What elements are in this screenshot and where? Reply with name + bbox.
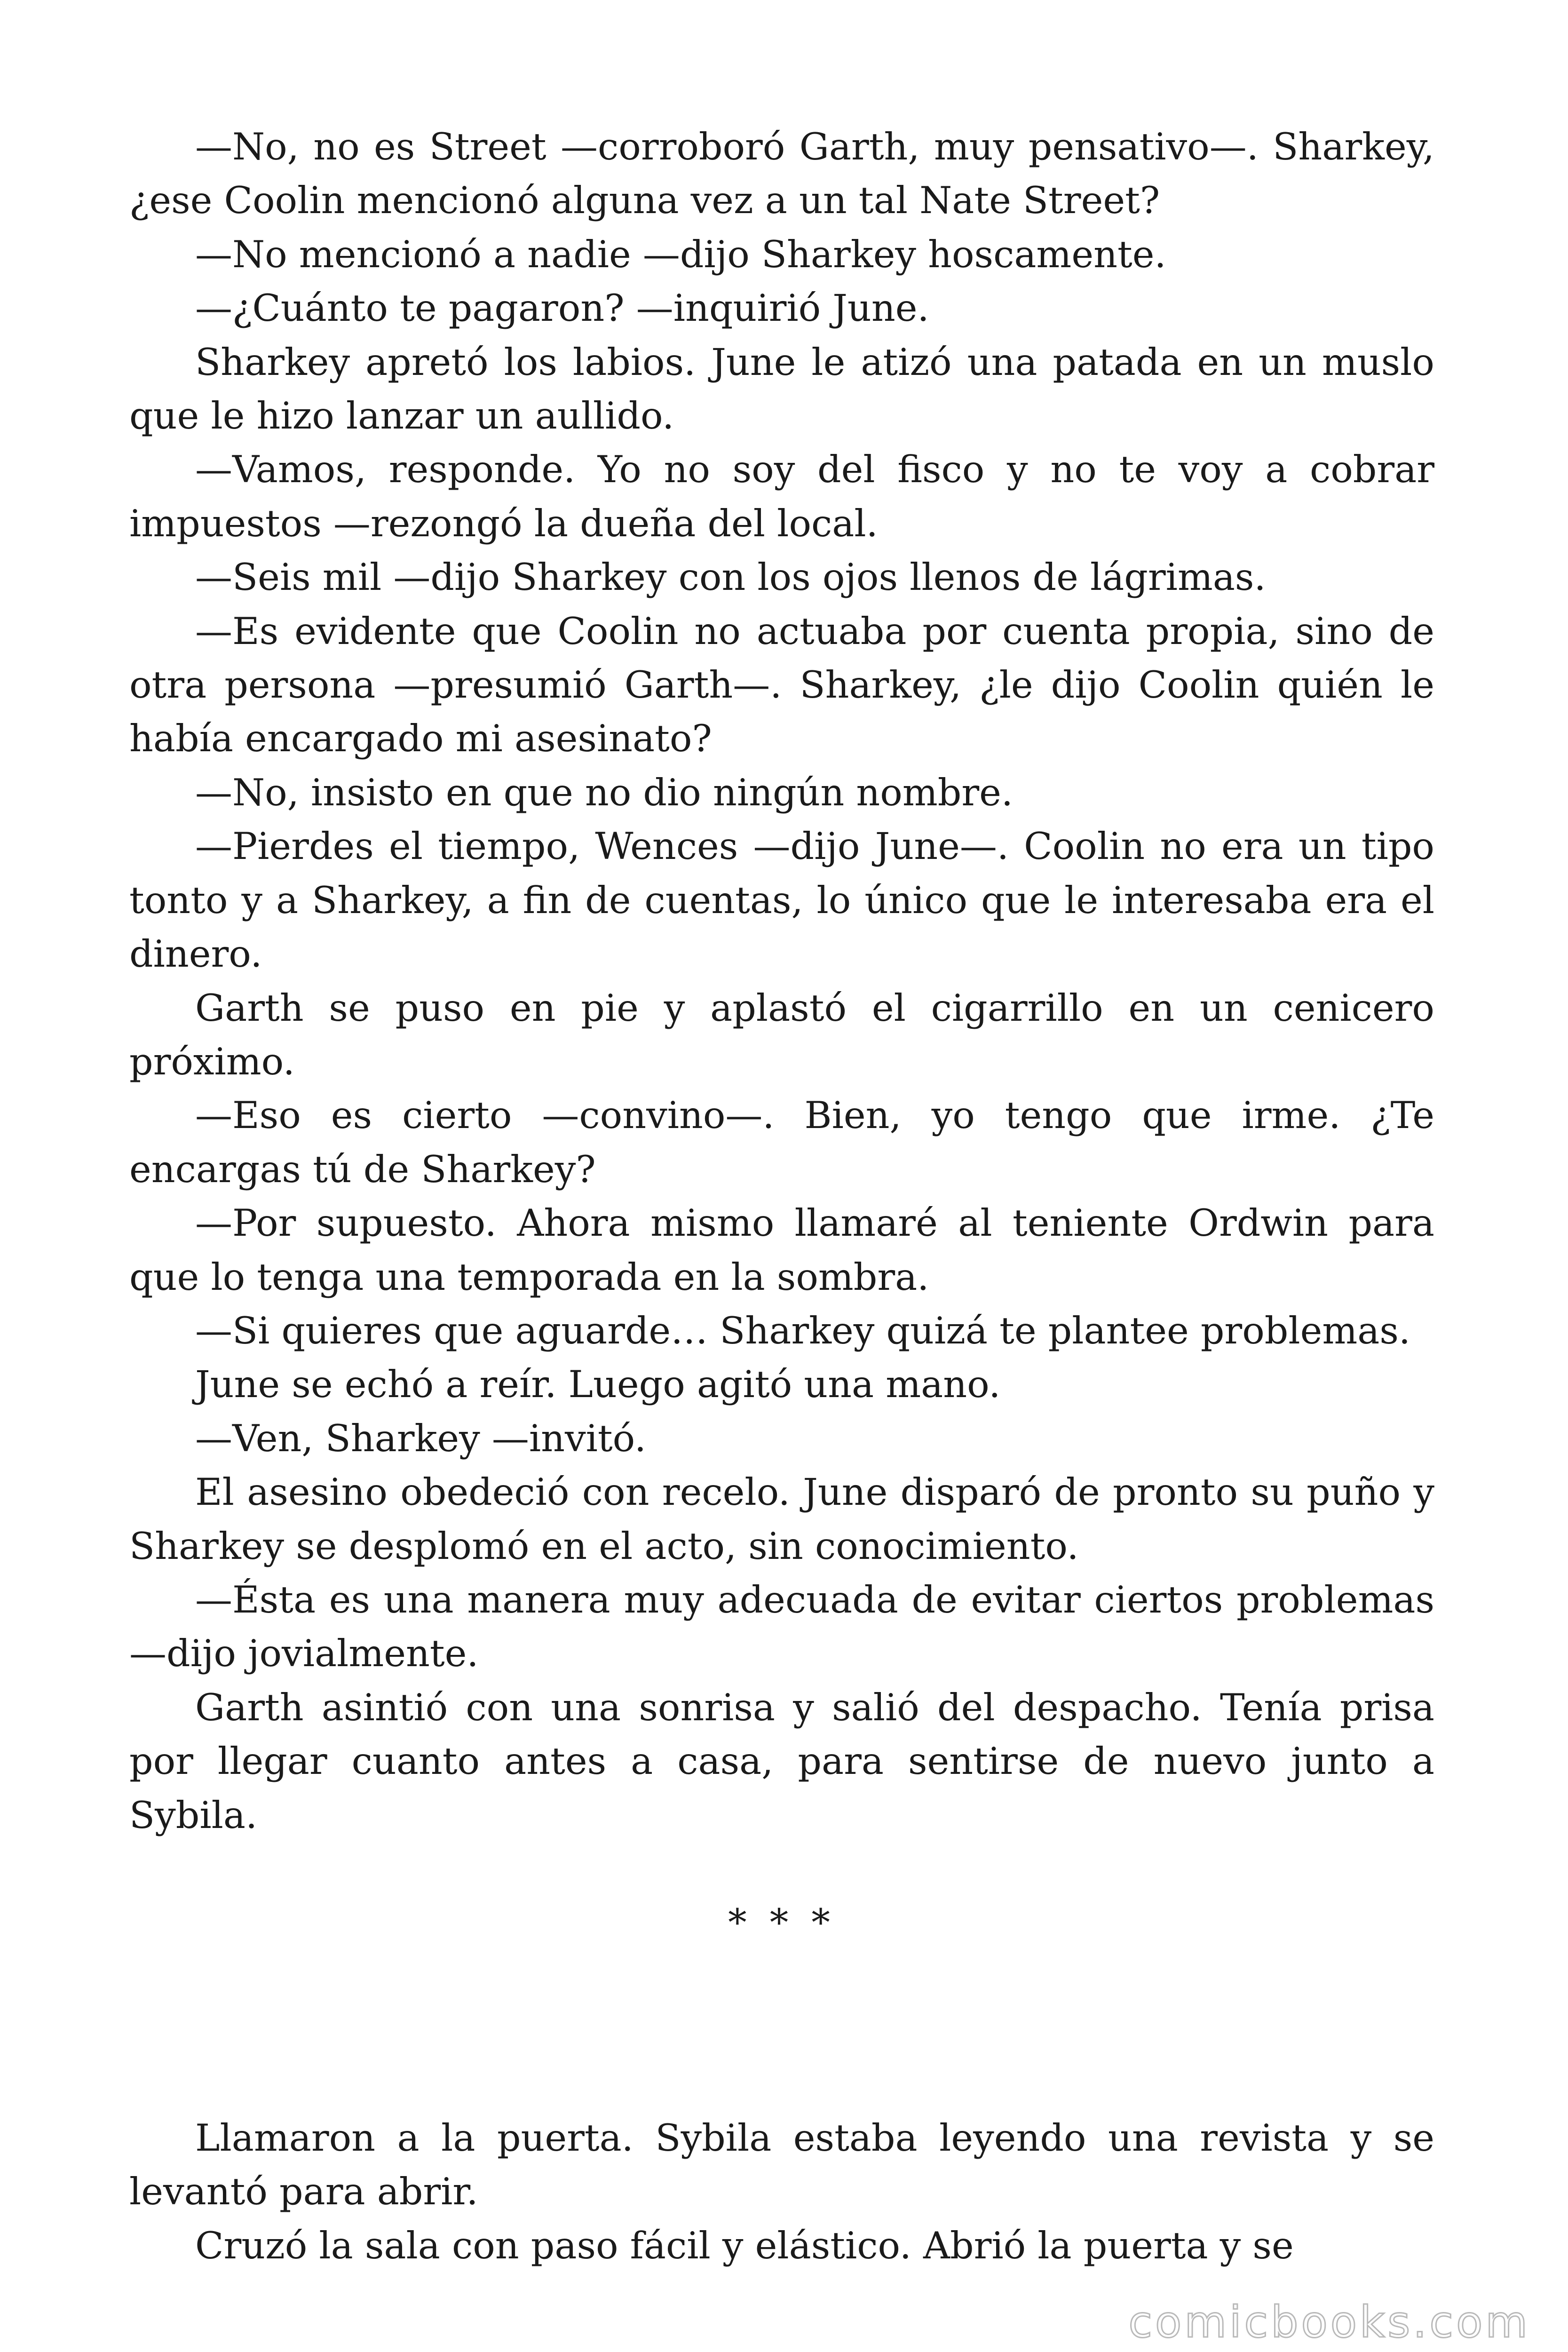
paragraph: Garth se puso en pie y aplastó el cigarrillo en un cenicero próximo.: [129, 986, 1434, 1083]
paragraph: Cruzó la sala con paso fácil y elástico. Abrió la puerta y se: [195, 2224, 1294, 2267]
section-gap: [129, 2003, 1434, 2111]
watermark-logo: comicbooks.com: [1128, 2297, 1530, 2347]
paragraph: —Pierdes el tiempo, Wences —dijo June—. Coolin no era un tipo tonto y a Sharkey, a fin de cuentas, lo único que le interesaba era el dinero.: [129, 825, 1434, 976]
paragraph: June se echó a reír. Luego agitó una mano.: [195, 1363, 1001, 1406]
paragraph: —Por supuesto. Ahora mismo llamaré al teniente Ordwin para que lo tenga una temporada en la sombra.: [129, 1201, 1434, 1299]
paragraph: —Ésta es una manera muy adecuada de evitar ciertos problemas —dijo jovialmente.: [129, 1578, 1434, 1676]
paragraph: Sharkey apretó los labios. June le atizó una patada en un muslo que le hizo lanzar un aullido.: [129, 340, 1434, 438]
body-text: [129, 120, 1434, 2273]
paragraph: Garth asintió con una sonrisa y salió del despacho. Tenía prisa por llegar cuanto antes a casa, para sentirse de nuevo junto a Sybila.: [129, 1685, 1434, 1837]
paragraph: —Eso es cierto —convino—. Bien, yo tengo que irme. ¿Te encargas tú de Sharkey?: [129, 1094, 1434, 1191]
section-separator: * * *: [728, 1901, 836, 1944]
paragraph: —Es evidente que Coolin no actuaba por cuenta propia, sino de otra persona —presumió Garth—. Sharkey, ¿le dijo Coolin quién le había encargado mi asesinato?: [129, 609, 1434, 761]
paragraph: El asesino obedeció con recelo. June disparó de pronto su puño y Sharkey se desplomó en el acto, sin conocimiento.: [129, 1470, 1434, 1568]
paragraph: —Seis mil —dijo Sharkey con los ojos llenos de lágrimas.: [195, 556, 1266, 599]
paragraph: —No, insisto en que no dio ningún nombre.: [195, 771, 1013, 814]
paragraph: Llamaron a la puerta. Sybila estaba leyendo una revista y se levantó para abrir.: [129, 2116, 1434, 2214]
paragraph: —Vamos, responde. Yo no soy del fisco y no te voy a cobrar impuestos —rezongó la dueña del local.: [129, 448, 1434, 545]
paragraph: —No, no es Street —corroboró Garth, muy pensativo—. Sharkey, ¿ese Coolin mencionó alguna vez a un tal Nate Street?: [129, 125, 1434, 222]
paragraph: —Ven, Sharkey —invitó.: [195, 1416, 646, 1460]
paragraph: —¿Cuánto te pagaron? —inquirió June.: [195, 286, 929, 330]
paragraph: —Si quieres que aguarde… Sharkey quizá te plantee problemas.: [195, 1309, 1411, 1352]
paragraph: —No mencionó a nadie —dijo Sharkey hoscamente.: [195, 232, 1166, 276]
